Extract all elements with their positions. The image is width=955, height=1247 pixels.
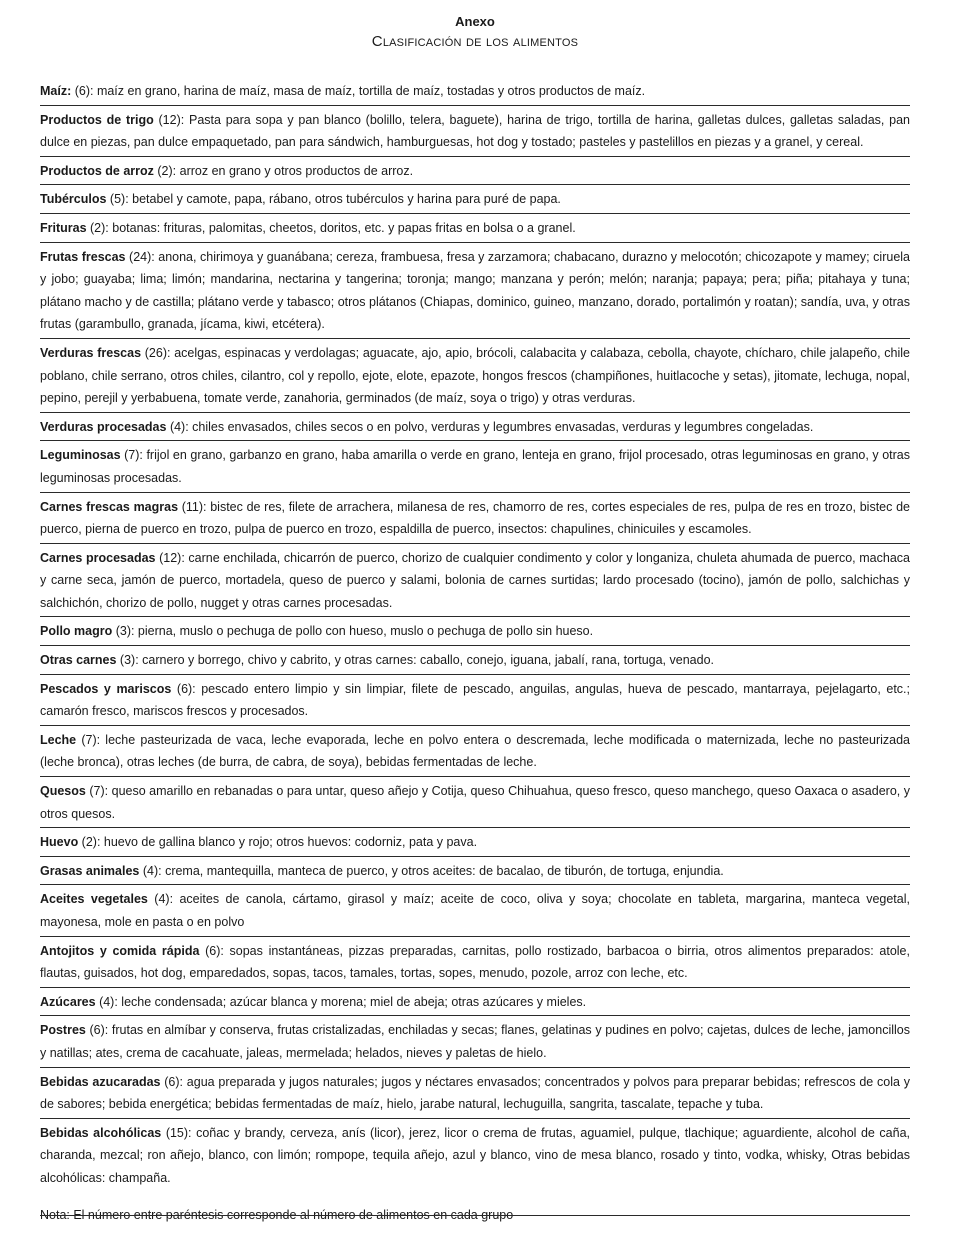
food-group-label: Azúcares xyxy=(40,994,96,1009)
food-group-description: (7): queso amarillo en rebanadas o para untar, queso añejo y Cotija, queso Chihuahua, queso fresco, queso manchego, queso Oaxaca o asadero, y otros quesos. xyxy=(40,784,910,821)
food-group-description: (12): Pasta para sopa y pan blanco (bolillo, telera, baguete), harina de trigo, tortilla de harina, galletas dulces, galletas saladas, pan dulce en piezas, pan dulce empaquetado, pan para sándwich, hamburguesas, hot dog y tostado; pasteles y pastelillos en piezas y a granel, y cereal. xyxy=(40,112,911,150)
food-group-description: (2): arroz en grano y otros productos de arroz. xyxy=(153,163,414,178)
food-group-description: (6): agua preparada y jugos naturales; jugos y néctares envasados; concentrados y polvos para preparar bebidas; refrescos de cola y de sabores; bebida energética; bebidas fermentadas de maíz, hielo, jarabe natural, lechuguilla, sangrita, tascalate, tepache y tuba. xyxy=(40,1074,910,1112)
food-group-label: Maíz: xyxy=(40,84,72,98)
food-group-label: Huevo xyxy=(40,835,79,850)
food-group-label: Postres xyxy=(40,1023,86,1038)
food-group-row xyxy=(40,1119,910,1192)
food-group-row xyxy=(40,544,910,618)
food-group-description: (3): carnero y borrego, chivo y cabrito, y otras carnes: caballo, conejo, iguana, jabalí, rana, tortuga, venado. xyxy=(116,653,714,668)
food-group-description: (4): leche condensada; azúcar blanca y morena; miel de abeja; otras azúcares y mieles. xyxy=(95,994,587,1009)
food-group-description: (7): frijol en grano, garbanzo en grano, haba amarilla o verde en grano, lenteja en grano, frijol procesado, otras leguminosas en grano, y otras leguminosas procesadas. xyxy=(40,448,910,485)
food-group-row xyxy=(40,493,910,544)
food-group-description: (12): carne enchilada, chicarrón de puerco, chorizo de cualquier condimento y color y longaniza, chuleta ahumada de puerco, machaca y carne seca, jamón de puerco, mortadela, queso de puerco y salami, bolonia de carnes surtidas; lardo procesado (tocino), jamón de pollo, salchichas y salchichón, chorizo de pollo, nugget y otras carnes procesadas. xyxy=(40,550,910,610)
food-group-row xyxy=(40,617,910,646)
food-group-row xyxy=(40,937,910,988)
food-group-row xyxy=(40,988,910,1017)
food-group-label: Frituras xyxy=(40,220,87,235)
food-group-label: Productos de trigo xyxy=(40,112,154,127)
food-group-row xyxy=(40,885,910,936)
food-group-row xyxy=(40,726,910,777)
footnote: Nota: El número entre paréntesis corresponde al número de alimentos en cada grupo xyxy=(40,1207,514,1222)
food-group-label: Antojitos y comida rápida xyxy=(40,943,200,958)
food-group-label: Quesos xyxy=(40,784,86,799)
food-group-row xyxy=(40,1016,910,1067)
food-group-label: Frutas frescas xyxy=(40,249,126,264)
food-group-description: (24): anona, chirimoya y guanábana; cereza, frambuesa, fresa y zarzamora; chabacano, durazno y melocotón; chicozapote y mamey; ciruela y jobo; guayaba; lima; limón; mandarina, nectarina y tangerina; toronja; mango; manzana y perón; melón; naranja; papaya; pera; piña; pitahaya y tuna; plátano macho y de castilla; plátano verde y tabasco; otros plátanos (Chiapas, dominico, guineo, manzano, dorado, portalimón y roatan); sandía, uva, y otras frutas (garambullo, granada, jícama, kiwi, etcétera). xyxy=(40,249,910,332)
food-group-row xyxy=(40,646,910,675)
food-group-description: (4): crema, mantequilla, manteca de puerco, y otros aceites: de bacalao, de tiburón, de tortuga, enjundia. xyxy=(139,863,724,878)
food-group-description: (7): leche pasteurizada de vaca, leche evaporada, leche en polvo entera o descremada, leche modificada o maternizada, leche no pasteurizada (leche bronca), otras leches (de burra, de cabra, de soya), bebidas fermentadas de leche. xyxy=(40,732,910,770)
food-group-label: Bebidas azucaradas xyxy=(40,1074,161,1089)
food-group-row xyxy=(40,857,910,886)
food-group-description: (6): pescado entero limpio y sin limpiar, filete de pescado, anguilas, angulas, hueva de pescado, mantarraya, pejelagarto, etc.; camarón fresco, mariscos frescos y procesados. xyxy=(40,681,910,719)
food-group-row xyxy=(40,157,910,186)
food-group-description: (6): maíz en grano, harina de maíz, masa de maíz, tortilla de maíz, tostadas y otros productos de maíz. xyxy=(71,84,646,98)
food-group-description: (3): pierna, muslo o pechuga de pollo con hueso, muslo o pechuga de pollo sin hueso. xyxy=(112,624,594,639)
food-group-description: (2): huevo de gallina blanco y rojo; otros huevos: codorniz, pata y pava. xyxy=(78,835,478,850)
food-group-row xyxy=(40,777,910,828)
food-group-row xyxy=(40,243,910,339)
food-group-row xyxy=(40,106,910,157)
food-group-row xyxy=(40,413,910,442)
food-group-label: Carnes procesadas xyxy=(40,550,156,565)
food-group-row xyxy=(40,185,910,214)
food-group-label: Leche xyxy=(40,732,77,747)
food-group-description: (4): aceites de canola, cártamo, girasol y maíz; aceite de coco, oliva y soya; chocolate en tableta, margarina, manteca vegetal, mayonesa, mole en pasta o en polvo xyxy=(40,892,910,929)
bottom-divider xyxy=(40,1215,910,1216)
food-group-row xyxy=(40,1068,910,1119)
food-group-description: (4): chiles envasados, chiles secos o en polvo, verduras y legumbres envasadas, verduras y legumbres congeladas. xyxy=(166,419,814,434)
food-group-row xyxy=(40,441,910,492)
food-classification-table xyxy=(40,77,910,1192)
annex-label: Anexo xyxy=(455,14,495,29)
food-group-description: (15): coñac y brandy, cerveza, anís (licor), jerez, licor o crema de frutas, aguamiel, pulque, tlachique; aguardiente, alcohol de caña, charanda, mezcal; ron añejo, blanco, con limón; rompope, tequila añejo, azul y blanco, vino de mesa blanco, rosado y tinto, vodka, whisky, Otras bebidas alcohólicas: champaña. xyxy=(40,1125,911,1185)
document-header xyxy=(40,13,910,52)
food-group-label: Otras carnes xyxy=(40,653,117,668)
food-group-description: (5): betabel y camote, papa, rábano, otros tubérculos y harina para puré de papa. xyxy=(106,192,561,207)
food-group-description: (2): botanas: frituras, palomitas, cheetos, doritos, etc. y papas fritas en bolsa o a granel. xyxy=(86,220,576,235)
food-group-description: (6): sopas instantáneas, pizzas preparadas, carnitas, pollo rostizado, barbacoa o birria, otros alimentos preparados: atole, flautas, guisados, hot dog, emparedados, sopas, tacos, tamales, tortas, sopes, menudo, pozole, arroz con leche, etc. xyxy=(40,943,910,981)
food-group-label: Pollo magro xyxy=(40,624,113,639)
food-group-label: Carnes frescas magras xyxy=(40,499,179,514)
food-group-label: Aceites vegetales xyxy=(40,892,148,907)
food-group-label: Pescados y mariscos xyxy=(40,681,172,696)
food-group-label: Tubérculos xyxy=(40,192,107,207)
food-group-row xyxy=(40,214,910,243)
food-group-row xyxy=(40,828,910,857)
food-group-description: (26): acelgas, espinacas y verdolagas; aguacate, ajo, apio, brócoli, calabacita y calabaza, cebolla, chayote, chícharo, chile jalapeño, chile poblano, chile serrano, otros chiles, cilantro, col y repollo, ejote, elote, epazote, hongos frescos (champiñones, huitlacoche y setas), jitomate, lechuga, nopal, pepino, perejil y yerbabuena, tomate verde, zanahoria, germinados (de maíz, soya o trigo) y otras verduras. xyxy=(40,345,910,406)
food-group-row xyxy=(40,339,910,413)
food-group-row xyxy=(40,675,910,726)
food-group-description: (6): frutas en almíbar y conserva, frutas cristalizadas, enchiladas y secas; flanes, gelatinas y pudines en polvo; cajetas, dulces de leche, jamoncillos y natillas; ates, crema de cacahuate, jaleas, mermelada; helados, nieves y paletas de hielo. xyxy=(40,1023,910,1060)
food-group-label: Bebidas alcohólicas xyxy=(40,1125,162,1140)
document-title: Clasificación de los alimentos xyxy=(371,33,579,50)
food-group-label: Productos de arroz xyxy=(40,163,154,178)
food-group-label: Grasas animales xyxy=(40,863,140,878)
food-group-label: Verduras procesadas xyxy=(40,419,167,434)
food-group-row xyxy=(40,77,910,106)
food-group-description: (11): bistec de res, filete de arrachera, milanesa de res, chamorro de res, cortes especiales de res, pulpa de res en trozo, bistec de puerco, pierna de puerco en trozo, pulpa de puerco en trozo, espaldilla de puerco, insectos: chapulines, chinicuiles y escamoles. xyxy=(40,499,910,537)
food-group-label: Leguminosas xyxy=(40,448,121,463)
food-group-label: Verduras frescas xyxy=(40,345,142,360)
